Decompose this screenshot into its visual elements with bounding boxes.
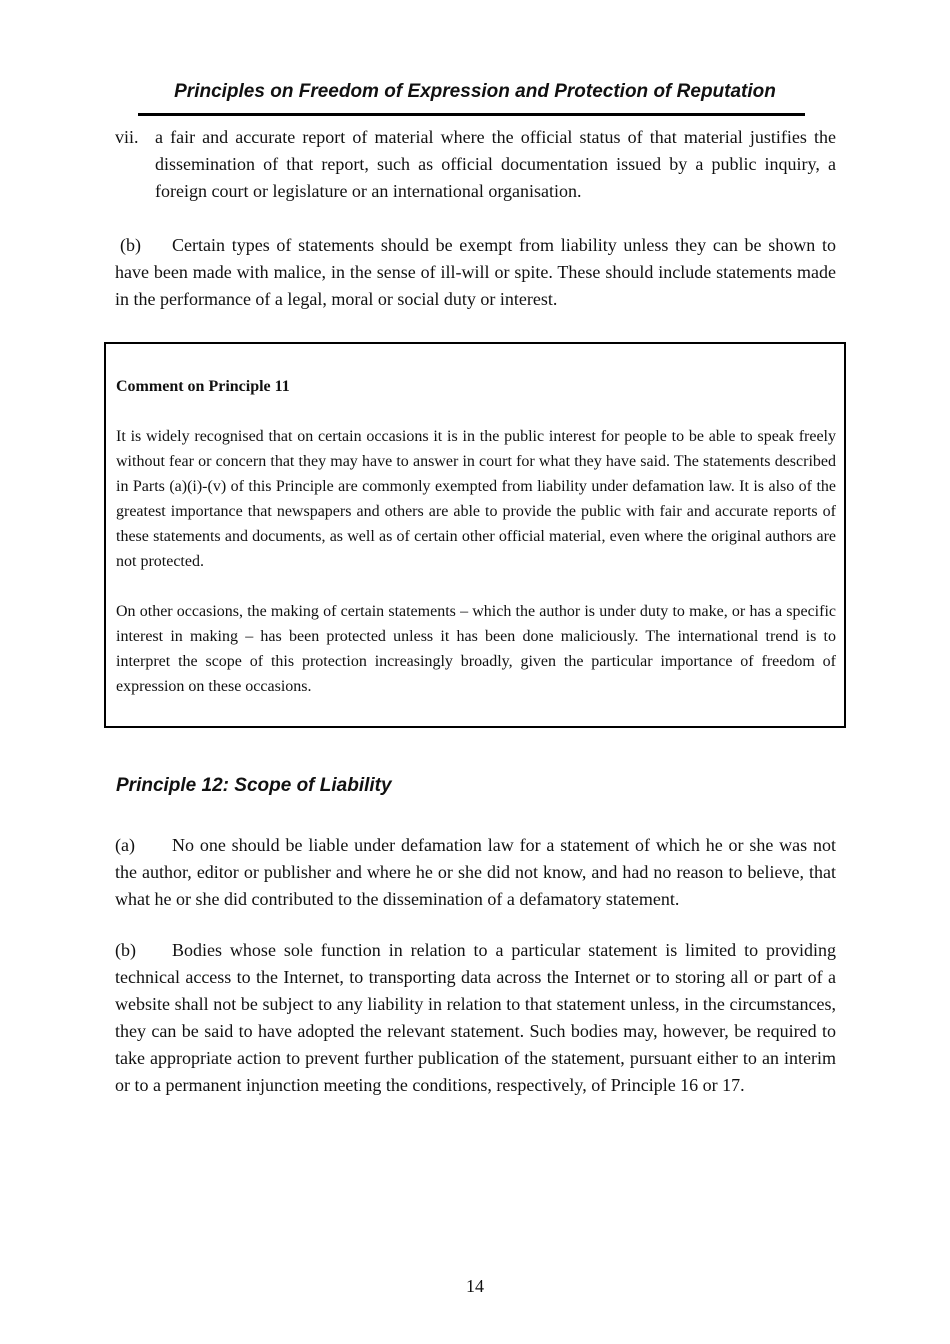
comment-paragraph: On other occasions, the making of certain statements – which the author is under duty to make, or has a specific interest in making – has been protected unless it has been done maliciously. The international trend is to interpret the scope of this protection increasingly broadly, given the particular importance of freedom of expression on these occasions. bbox=[116, 603, 836, 695]
page-number: 14 bbox=[466, 1276, 484, 1296]
list-item-vii bbox=[115, 124, 836, 205]
paragraph-b-exemption bbox=[115, 232, 836, 313]
list-item-number: vii. bbox=[115, 127, 139, 147]
comment-box bbox=[104, 342, 846, 728]
paragraph-label: (b) bbox=[120, 235, 141, 255]
header-rule bbox=[138, 113, 805, 116]
section-heading-principle-12: Principle 12: Scope of Liability bbox=[116, 775, 392, 796]
comment-paragraph: It is widely recognised that on certain occasions it is in the public interest for people to be able to speak freely without fear or concern that they may have to answer in court for what they have said. The statements described in Parts (a)(i)-(v) of this Principle are commonly exempted from liability under defamation law. It is also of the greatest importance that newspapers and others are able to provide the public with fair and accurate reports of these statements and documents, as well as of certain other official material, even where the original authors are not protected. bbox=[116, 428, 836, 570]
paragraph-label: (a) bbox=[115, 835, 135, 855]
paragraph-b-internet-bodies bbox=[115, 937, 836, 1099]
comment-title: Comment on Principle 11 bbox=[116, 378, 290, 395]
paragraph-text: Certain types of statements should be exempt from liability unless they can be shown to have been made with malice, in the sense of ill-will or spite. These should include statements made in the performance of a legal, moral or social duty or interest. bbox=[115, 235, 836, 309]
paragraph-a-liability bbox=[115, 832, 836, 913]
running-header-title: Principles on Freedom of Expression and Protection of Reputation bbox=[174, 81, 776, 102]
paragraph-label: (b) bbox=[115, 940, 136, 960]
paragraph-text: Bodies whose sole function in relation to a particular statement is limited to providing technical access to the Internet, to transporting data across the Internet or to storing all or part of a website shall not be subject to any liability in relation to that statement unless, in the circumstances, they can be said to have adopted the relevant statement. Such bodies may, however, be required to take appropriate action to prevent further publication of the statement, pursuant either to an interim or to a permanent injunction meeting the conditions, respectively, of Principle 16 or 17. bbox=[115, 940, 836, 1095]
list-item-text: a fair and accurate report of material where the official status of that material justifies the dissemination of that report, such as official documentation issued by a public inquiry, a foreign court or legislature or an international organisation. bbox=[155, 127, 836, 201]
paragraph-text: No one should be liable under defamation law for a statement of which he or she was not the author, editor or publisher and where he or she did not know, and had no reason to believe, that what he or she did contributed to the dissemination of a defamatory statement. bbox=[115, 835, 836, 909]
comment-content bbox=[116, 374, 836, 724]
